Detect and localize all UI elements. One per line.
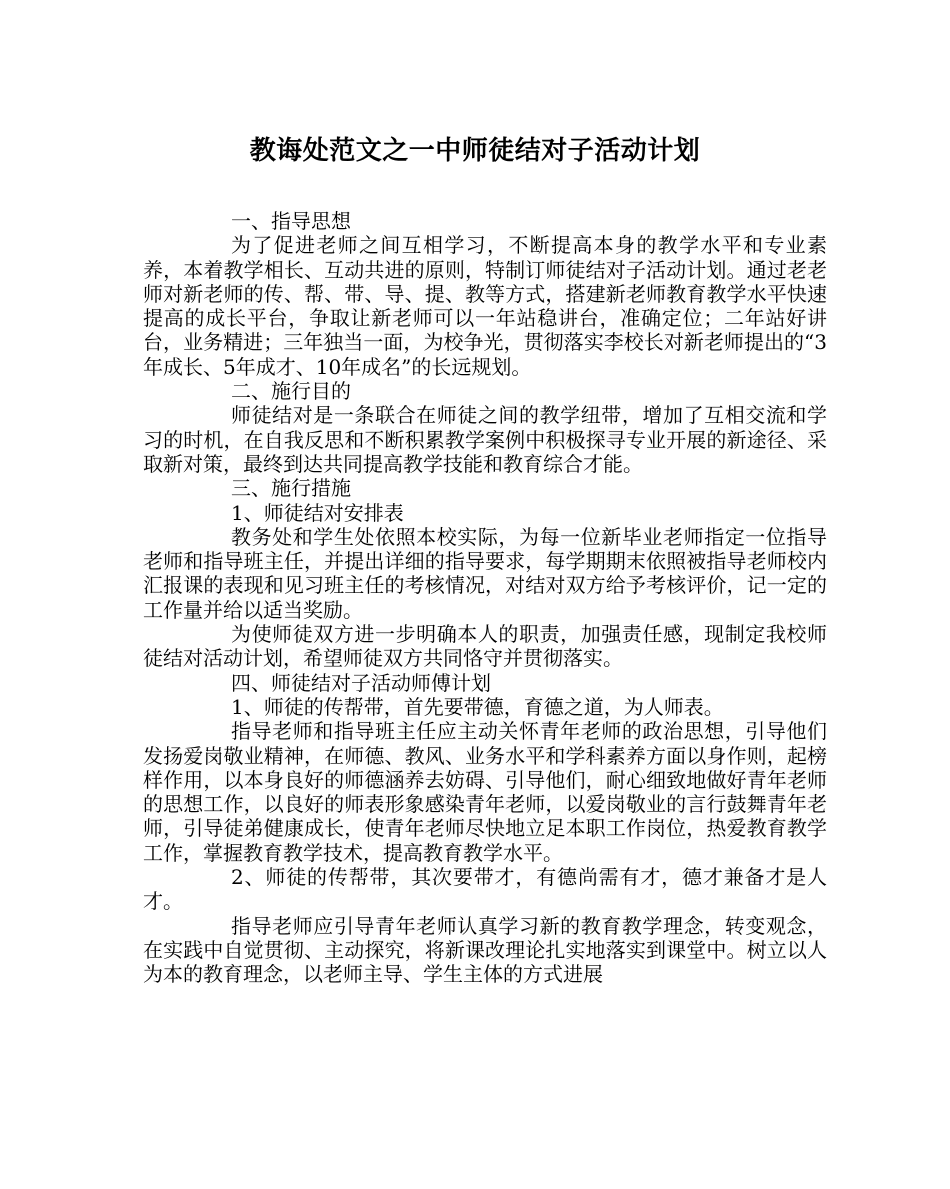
section-heading: 三、施行措施: [231, 476, 351, 501]
body-paragraph: 师徒结对是一条联合在师徒之间的教学纽带，增加了互相交流和学习的时机，在自我反思和不断积累教学案例中积极探寻专业开展的新途径、采取新对策，最终到达共同提高教学技能和教育综合才能。: [143, 403, 827, 476]
subsection-heading: 1、师徒结对安排表: [231, 500, 404, 525]
section-heading: 四、师徒结对子活动师傅计划: [231, 670, 491, 695]
document-title: 教诲处范文之一中师徒结对子活动计划: [249, 136, 701, 166]
body-paragraph: 2、师徒的传帮带，其次要带才，有德尚需有才，德才兼备才是人才。: [143, 865, 827, 914]
body-paragraph: 为使师徒双方进一步明确本人的职责，加强责任感，现制定我校师徒结对活动计划，希望师徒双方共同恪守并贯彻落实。: [143, 622, 827, 671]
body-paragraph: 指导老师应引导青年老师认真学习新的教育教学理念，转变观念，在实践中自觉贯彻、主动探究，将新课改理论扎实地落实到课堂中。树立以人为本的教育理念，以老师主导、学生主体的方式进展: [143, 913, 827, 987]
body-paragraph: 指导老师和指导班主任应主动关怀青年老师的政治思想，引导他们发扬爱岗敬业精神，在师德、教风、业务水平和学科素养方面以身作则，起榜样作用，以本身良好的师德涵养去妨碍、引导他们，耐心细致地做好青年老师的思想工作，以良好的师表形象感染青年老师，以爱岗敬业的言行鼓舞青年老师，引导徒弟健康成长，使青年老师尽快地立足本职工作岗位，热爱教育教学工作，掌握教育教学技术，提高教育教学水平。: [143, 719, 827, 865]
section-heading: 二、施行目的: [231, 379, 351, 404]
section-heading: 一、指导思想: [231, 209, 351, 233]
subsection-heading: 1、师徒的传帮带，首先要带德，育德之道，为人师表。: [231, 694, 724, 719]
document-body: [143, 209, 827, 987]
body-paragraph: 为了促进老师之间互相学习，不断提高本身的教学水平和专业素养，本着教学相长、互动共进的原则，特制订师徒结对子活动计划。通过老老师对新老师的传、帮、带、导、提、教等方式，搭建新老师教育教学水平快速提高的成长平台，争取让新老师可以一年站稳讲台，准确定位；二年站好讲台，业务精进；三年独当一面，为校争光，贯彻落实李校长对新老师提出的“3年成长、5年成才、10年成名”的长远规划。: [143, 233, 827, 379]
body-paragraph: 教务处和学生处依照本校实际，为每一位新毕业老师指定一位指导老师和指导班主任，并提出详细的指导要求，每学期期末依照被指导老师校内汇报课的表现和见习班主任的考核情况，对结对双方给予考核评价，记一定的工作量并给以适当奖励。: [143, 524, 827, 622]
